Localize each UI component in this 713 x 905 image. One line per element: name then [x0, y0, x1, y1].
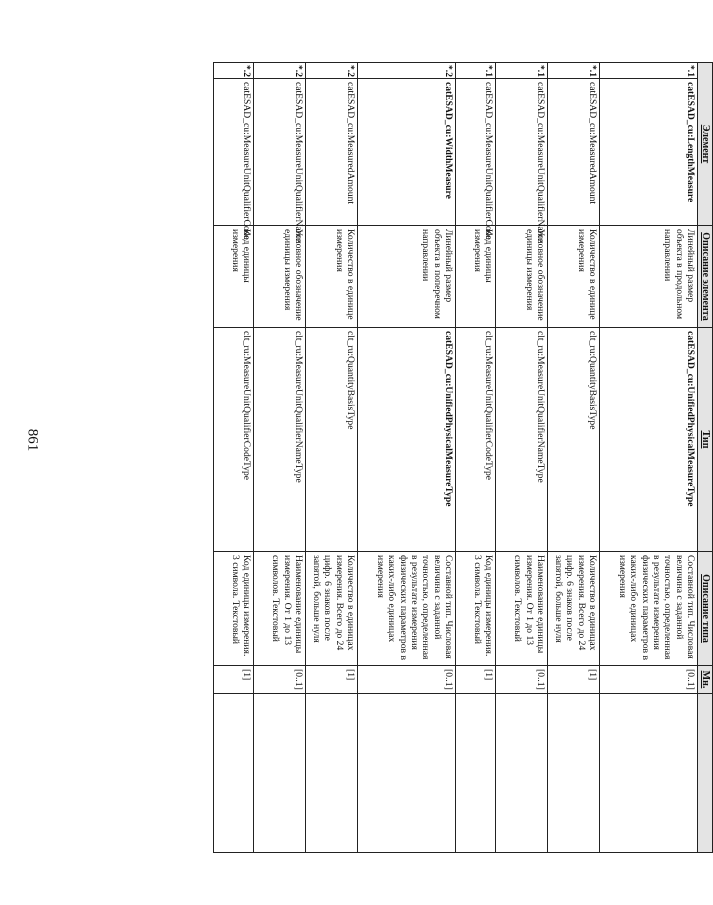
row-card: [1]: [548, 666, 600, 694]
table-body: [214, 63, 698, 853]
table-row: [456, 63, 496, 853]
row-level: *.2: [358, 63, 456, 79]
row-type: catESAD_cu:UnifiedPhysicalMeasureType: [358, 328, 456, 552]
table-row: [254, 63, 306, 853]
row-card: [0..1]: [496, 666, 548, 694]
header-empty: [698, 694, 713, 853]
header-card: Мн.: [698, 666, 713, 694]
row-empty: [254, 694, 306, 853]
row-element: catESAD_cu:MeasureUnitQualifierName: [496, 79, 548, 226]
row-element: catESAD_cu:WidthMeasure: [358, 79, 456, 226]
row-element-desc: Код единицы измерения: [214, 226, 254, 328]
row-card: [0..1]: [358, 666, 456, 694]
row-card: [0..1]: [600, 666, 698, 694]
row-type-desc: Код единицы измерения. 3 символа. Текстовый: [456, 552, 496, 666]
row-element: catESAD_cu:MeasureUnitQualifierCode: [456, 79, 496, 226]
row-card: [1]: [456, 666, 496, 694]
page-number: 861: [24, 428, 41, 452]
row-type-desc: Составной тип. Числовая величина с заданной точностью, определенная в результате измерения физических параметров в каких-либо единицах измерения: [358, 552, 456, 666]
row-type-desc: Количество в единицах измерения. Всего до 24 цифр. 6 знаков после запятой, больше нуля: [306, 552, 358, 666]
row-type: clt_ru:MeasureUnitQualifierNameType: [496, 328, 548, 552]
header-element-desc: Описание элемента: [698, 226, 713, 328]
row-empty: [496, 694, 548, 853]
row-element-desc: Количество в единице измерения: [548, 226, 600, 328]
row-empty: [306, 694, 358, 853]
row-type-desc: Наименование единицы измерения. От 1 до 13 символов. Текстовый: [254, 552, 306, 666]
row-element: catESAD_cu:MeasuredAmount: [548, 79, 600, 226]
row-element-desc: Количество в единице измерения: [306, 226, 358, 328]
rotated-table-container: [115, 62, 713, 852]
table-row: [548, 63, 600, 853]
row-level: *.2: [254, 63, 306, 79]
row-element-desc: Линейный размер объекта в продольном направлении: [600, 226, 698, 328]
row-level: *.1: [548, 63, 600, 79]
schema-table: [213, 62, 713, 853]
row-type: clt_ru:MeasureUnitQualifierNameType: [254, 328, 306, 552]
row-type: clt_ru:QuantityBasisType: [548, 328, 600, 552]
header-element: Элемент: [698, 63, 713, 226]
table-row: [496, 63, 548, 853]
row-element-desc: Условное обозначение единицы измерения: [254, 226, 306, 328]
header-type: Тип: [698, 328, 713, 552]
header-type-desc: Описание типа: [698, 552, 713, 666]
table-row: [306, 63, 358, 853]
row-empty: [456, 694, 496, 853]
row-empty: [600, 694, 698, 853]
row-empty: [214, 694, 254, 853]
row-element-desc: Линейный размер объекта в поперечном направлении: [358, 226, 456, 328]
row-element: catESAD_cu:MeasureUnitQualifierName: [254, 79, 306, 226]
row-type-desc: Составной тип. Числовая величина с заданной точностью, определенная в результате измерения физических параметров в каких-либо единицах измерения: [600, 552, 698, 666]
row-type-desc: Наименование единицы измерения. От 1 до 13 символов. Текстовый: [496, 552, 548, 666]
table-row: [358, 63, 456, 853]
row-element-desc: Код единицы измерения: [456, 226, 496, 328]
row-level: *.2: [306, 63, 358, 79]
row-card: [1]: [306, 666, 358, 694]
row-type-desc: Количество в единицах измерения. Всего до 24 цифр. 6 знаков после запятой, больше нуля: [548, 552, 600, 666]
row-level: *.1: [496, 63, 548, 79]
table-row: [214, 63, 254, 853]
row-element: catESAD_cu:MeasuredAmount: [306, 79, 358, 226]
table-row: [600, 63, 698, 853]
row-type: clt_ru:MeasureUnitQualifierCodeType: [456, 328, 496, 552]
row-card: [0..1]: [254, 666, 306, 694]
row-element: catESAD_cu:LengthMeasure: [600, 79, 698, 226]
row-type: clt_ru:QuantityBasisType: [306, 328, 358, 552]
row-level: *.2: [214, 63, 254, 79]
row-element-desc: Условное обозначение единицы измерения: [496, 226, 548, 328]
row-empty: [548, 694, 600, 853]
row-type-desc: Код единицы измерения. 3 символа. Текстовый: [214, 552, 254, 666]
row-type: clt_ru:MeasureUnitQualifierCodeType: [214, 328, 254, 552]
row-element: catESAD_cu:MeasureUnitQualifierCode: [214, 79, 254, 226]
row-level: *.1: [600, 63, 698, 79]
row-empty: [358, 694, 456, 853]
table-header-row: [698, 63, 713, 853]
row-level: *.1: [456, 63, 496, 79]
row-card: [1]: [214, 666, 254, 694]
row-type: catESAD_cu:UnifiedPhysicalMeasureType: [600, 328, 698, 552]
